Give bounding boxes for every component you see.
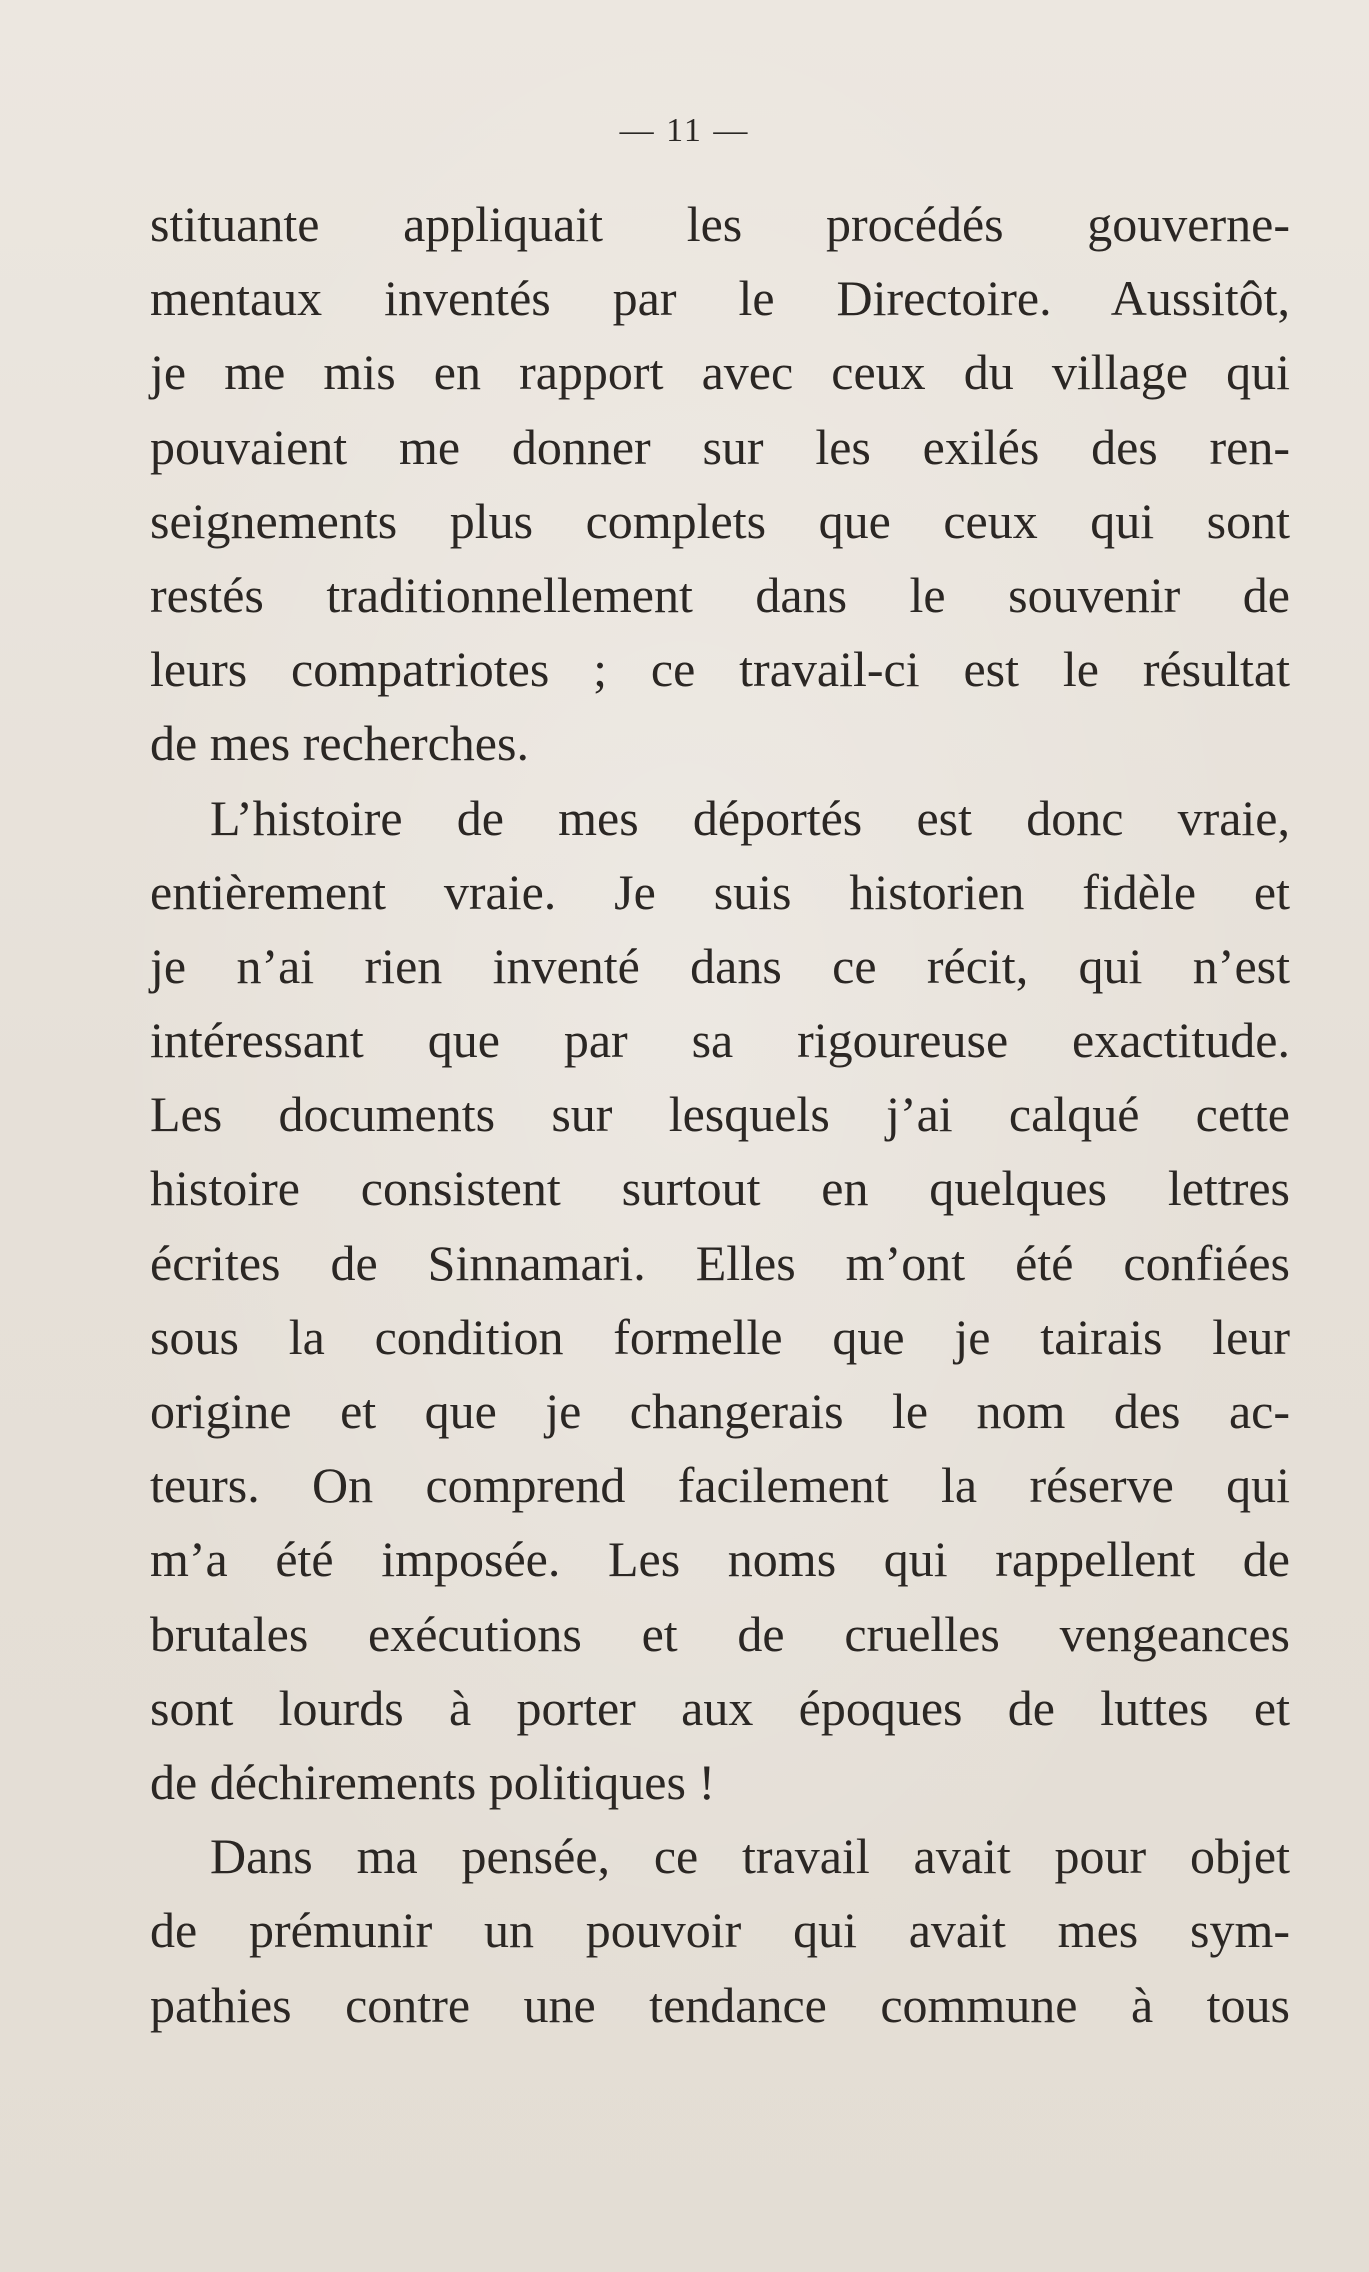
text-line: Dans ma pensée, ce travail avait pour objet <box>210 1828 1290 1885</box>
text-line: sous la condition formelle que je tairais leur <box>150 1308 1290 1365</box>
text-line: je n’ai rien inventé dans ce récit, qui n’est <box>150 937 1290 994</box>
text-line: pouvaient me donner sur les exilés des ren- <box>150 418 1290 475</box>
text-line: mentaux inventés par le Directoire. Aussitôt, <box>150 270 1290 327</box>
text-line: je me mis en rapport avec ceux du village qui <box>150 344 1290 401</box>
text-line: restés traditionnellement dans le souvenir de <box>150 566 1290 623</box>
text-line: de mes recherches. <box>150 715 529 772</box>
text-line: écrites de Sinnamari. Elles m’ont été confiées <box>150 1234 1290 1291</box>
text-line: de déchirements politiques ! <box>150 1753 716 1810</box>
text-line: teurs. On comprend facilement la réserve qui <box>150 1457 1290 1514</box>
text-line: intéressant que par sa rigoureuse exactitude. <box>150 1012 1290 1069</box>
text-line: de prémunir un pouvoir qui avait mes sym- <box>150 1902 1290 1959</box>
text-line: brutales exécutions et de cruelles vengeances <box>150 1605 1290 1662</box>
page-number: — 11 — <box>619 112 750 149</box>
text-line: stituante appliquait les procédés gouverne- <box>150 196 1290 252</box>
text-line: leurs compatriotes ; ce travail-ci est le résultat <box>150 641 1290 698</box>
body-text <box>150 187 1290 2042</box>
text-line: seignements plus complets que ceux qui sont <box>150 492 1290 549</box>
text-line: histoire consistent surtout en quelques lettres <box>150 1160 1290 1217</box>
text-line: L’histoire de mes déportés est donc vraie, <box>210 789 1290 846</box>
text-line: entièrement vraie. Je suis historien fidèle et <box>150 863 1290 920</box>
text-line: m’a été imposée. Les noms qui rappellent de <box>150 1531 1290 1588</box>
text-line: Les documents sur lesquels j’ai calqué cette <box>150 1086 1290 1143</box>
text-line: pathies contre une tendance commune à tous <box>150 1976 1290 2033</box>
text-line: sont lourds à porter aux époques de luttes et <box>150 1679 1290 1736</box>
text-line: origine et que je changerais le nom des ac- <box>150 1383 1290 1439</box>
